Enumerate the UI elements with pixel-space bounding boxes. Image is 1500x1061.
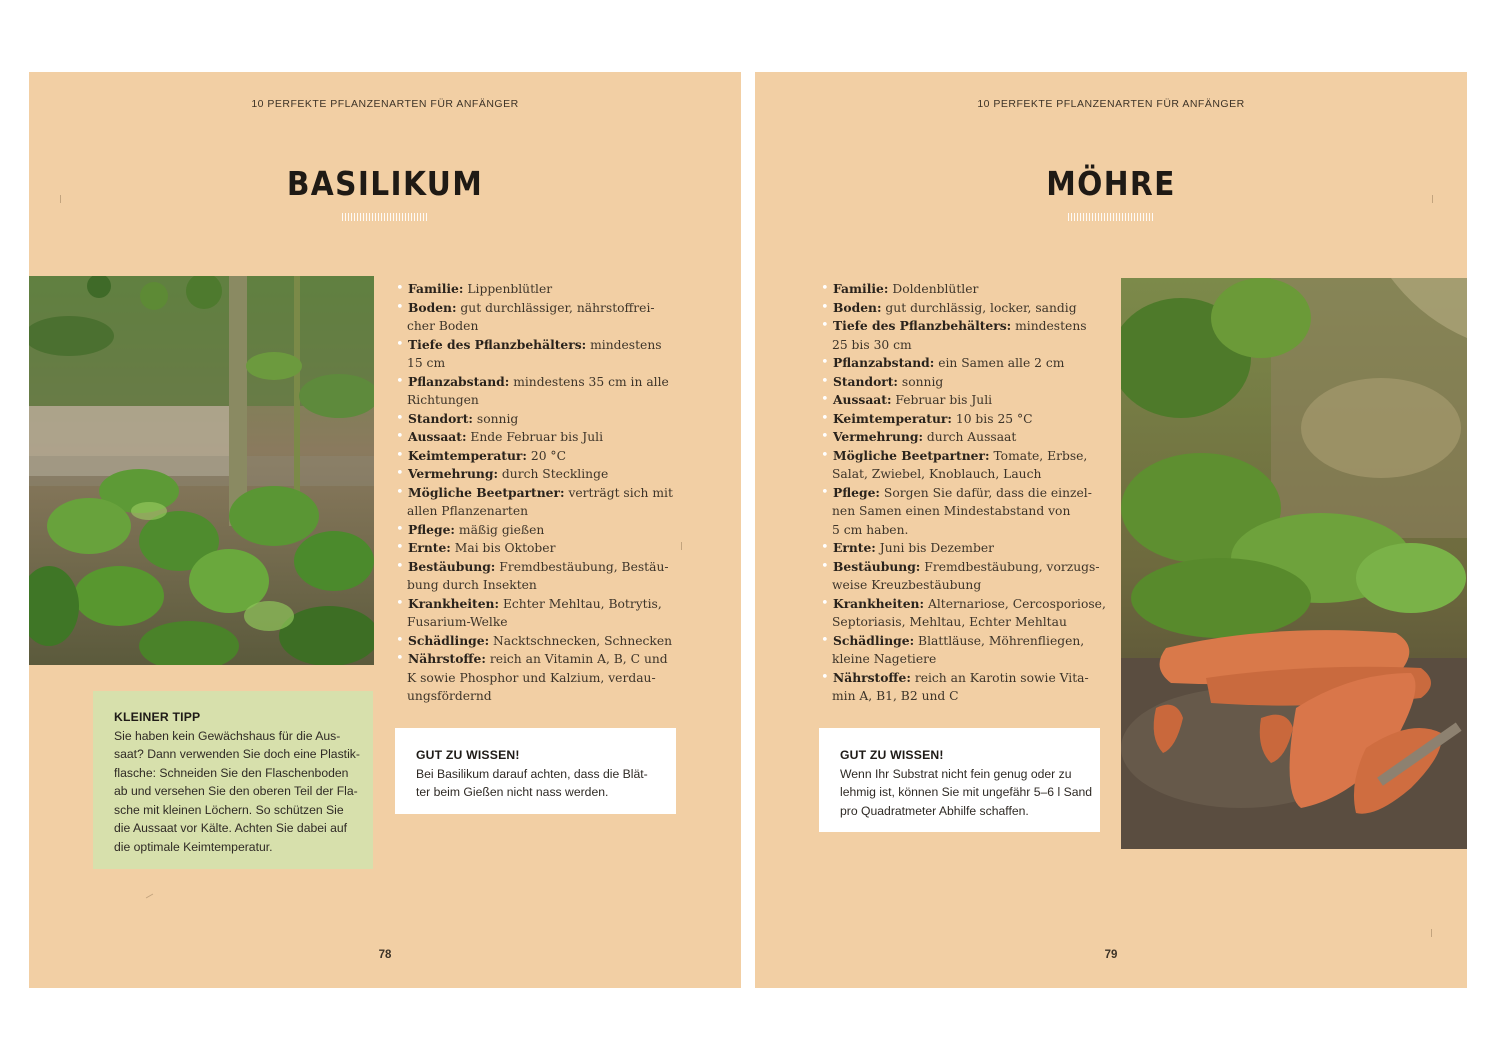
carrot-photo — [1121, 278, 1467, 849]
fact-text: gut durchlässiger, nährstoffrei- — [460, 300, 655, 315]
fact-item — [821, 410, 1106, 429]
fact-text: Doldenblütler — [892, 282, 979, 296]
paper-fiber — [681, 542, 682, 550]
fact-label: Vermehrung: — [408, 466, 498, 481]
info-line: pro Quadratmeter Abhilfe schaffen. — [840, 803, 1029, 818]
fact-item — [396, 539, 673, 558]
fact-item — [821, 428, 1106, 447]
fact-continuation: min A, B1, B2 und C — [832, 689, 959, 703]
fact-item — [821, 354, 1106, 373]
fact-item — [821, 595, 1106, 614]
fact-text: Echter Mehltau, Botrytis, — [502, 596, 662, 611]
fact-text: Mai bis Oktober — [454, 541, 556, 555]
paper-fiber — [1432, 195, 1433, 203]
paper-fiber — [146, 894, 153, 899]
basil-photo-image — [29, 276, 374, 665]
info-box — [395, 728, 676, 814]
page-title: BASILIKUM — [286, 164, 484, 203]
fact-label: Boden: — [408, 299, 457, 315]
fact-item — [396, 447, 673, 466]
fact-label: Aussaat: — [408, 429, 467, 444]
fact-text: mäßig gießen — [458, 522, 545, 537]
fact-text: Nacktschnecken, Schnecken — [493, 633, 673, 648]
fact-text: Ende Februar bis Juli — [470, 430, 604, 444]
right-page — [755, 72, 1467, 988]
plant-facts-list — [821, 280, 1106, 706]
fact-item — [821, 447, 1106, 466]
fact-text: 20 °C — [530, 448, 566, 463]
left-page — [29, 72, 741, 988]
fact-text: mindestens — [1015, 319, 1087, 333]
info-title: GUT ZU WISSEN! — [840, 748, 944, 762]
paper-fiber — [1431, 929, 1432, 937]
tip-line: ab und versehen Sie den oberen Teil der Fla- — [114, 784, 358, 798]
fact-item — [821, 539, 1106, 558]
fact-label: Pflanzabstand: — [833, 355, 935, 370]
title-ornament — [1068, 213, 1154, 221]
running-head: 10 PERFEKTE PFLANZENARTEN FÜR ANFÄNGER — [251, 98, 519, 110]
fact-item — [396, 465, 673, 484]
fact-continuation: ungsfördernd — [407, 689, 492, 703]
fact-label: Krankheiten: — [408, 595, 500, 611]
fact-item — [396, 484, 673, 503]
tip-box — [93, 691, 373, 869]
fact-item — [821, 317, 1106, 336]
fact-item — [396, 336, 673, 355]
info-line: Wenn Ihr Substrat nicht fein genug oder zu — [840, 766, 1072, 781]
fact-text: Tomate, Erbse, — [993, 448, 1088, 463]
fact-continuation: allen Pflanzenarten — [407, 504, 529, 518]
fact-label: Schädlinge: — [408, 632, 490, 648]
fact-item — [396, 595, 673, 614]
fact-text: mindestens — [590, 337, 662, 352]
plant-facts-list — [396, 280, 673, 706]
fact-label: Bestäubung: — [408, 558, 496, 574]
fact-text: durch Aussaat — [926, 430, 1017, 444]
fact-continuation: cher Boden — [407, 319, 479, 333]
fact-text: mindestens 35 cm in alle — [513, 374, 669, 389]
fact-label: Mögliche Beetpartner: — [833, 447, 990, 463]
fact-label: Nährstoffe: — [408, 651, 486, 666]
fact-continuation: kleine Nagetiere — [832, 652, 937, 666]
carrot-photo-image — [1121, 278, 1467, 849]
fact-text: reich an Vitamin A, B, C und — [489, 652, 668, 666]
fact-item — [396, 280, 673, 299]
tip-line: flasche: Schneiden Sie den Flaschenboden — [114, 765, 349, 780]
fact-item — [396, 521, 673, 540]
fact-item — [821, 373, 1106, 392]
info-title: GUT ZU WISSEN! — [416, 748, 520, 762]
fact-label: Krankheiten: — [833, 595, 925, 611]
fact-label: Ernte: — [833, 540, 876, 555]
fact-label: Mögliche Beetpartner: — [408, 484, 565, 500]
fact-label: Nährstoffe: — [833, 669, 911, 685]
fact-label: Pflege: — [408, 521, 455, 537]
fact-label: Ernte: — [408, 540, 451, 555]
fact-item — [821, 299, 1106, 318]
fact-item — [396, 299, 673, 318]
fact-text: Alternariose, Cercosporiose, — [927, 596, 1106, 611]
fact-continuation: bung durch Insekten — [407, 578, 537, 592]
fact-label: Familie: — [833, 281, 889, 296]
fact-label: Familie: — [408, 281, 464, 296]
fact-continuation: weise Kreuzbestäubung — [832, 578, 982, 592]
info-line: ter beim Gießen nicht nass werden. — [416, 785, 609, 799]
fact-label: Schädlinge: — [833, 632, 915, 648]
info-line: lehmig ist, können Sie mit ungefähr 5–6 l Sand — [840, 785, 1093, 799]
fact-text: Fremdbestäubung, vorzugs- — [924, 559, 1100, 574]
fact-text: durch Stecklinge — [501, 467, 609, 481]
fact-item — [821, 558, 1106, 577]
tip-line: saat? Dann verwenden Sie doch eine Plastik- — [114, 747, 360, 761]
fact-text: sonnig — [476, 411, 519, 426]
fact-text: Fremdbestäubung, Bestäu- — [499, 559, 669, 574]
running-head: 10 PERFEKTE PFLANZENARTEN FÜR ANFÄNGER — [977, 98, 1245, 110]
fact-label: Standort: — [833, 373, 898, 389]
fact-label: Keimtemperatur: — [833, 410, 952, 426]
fact-continuation: 15 cm — [407, 356, 446, 370]
title-ornament — [342, 213, 428, 221]
fact-label: Keimtemperatur: — [408, 447, 527, 463]
fact-item — [821, 669, 1106, 688]
fact-continuation: Septoriasis, Mehltau, Echter Mehltau — [832, 615, 1067, 629]
fact-item — [396, 632, 673, 651]
fact-item — [396, 428, 673, 447]
fact-label: Pflanzabstand: — [408, 373, 510, 389]
fact-item — [821, 391, 1106, 410]
fact-text: 10 bis 25 °C — [955, 411, 1033, 426]
fact-item — [821, 280, 1106, 299]
fact-text: Juni bis Dezember — [879, 541, 994, 555]
fact-item — [396, 373, 673, 392]
fact-text: verträgt sich mit — [568, 485, 673, 500]
tip-line: die Aussaat vor Kälte. Achten Sie dabei auf — [114, 821, 348, 835]
basil-photo — [29, 276, 374, 665]
fact-continuation: 25 bis 30 cm — [832, 337, 912, 352]
fact-item — [821, 632, 1106, 651]
tip-line: Sie haben kein Gewächshaus für die Aus- — [114, 728, 341, 743]
fact-continuation: nen Samen einen Mindestabstand von — [832, 504, 1071, 518]
tip-title: KLEINER TIPP — [114, 710, 201, 724]
fact-continuation: Fusarium-Welke — [407, 615, 508, 629]
info-line: Bei Basilikum darauf achten, dass die Blät- — [416, 766, 648, 781]
fact-label: Standort: — [408, 410, 473, 426]
fact-text: Lippenblütler — [467, 282, 553, 296]
info-box — [819, 728, 1100, 832]
fact-label: Bestäubung: — [833, 558, 921, 574]
fact-text: sonnig — [901, 374, 944, 389]
fact-continuation: Richtungen — [407, 393, 479, 407]
fact-label: Tiefe des Pflanzbehälters: — [833, 318, 1012, 333]
page-title: MÖHRE — [1046, 164, 1176, 203]
fact-label: Boden: — [833, 299, 882, 315]
fact-item — [396, 650, 673, 669]
fact-text: Blattläuse, Möhrenfliegen, — [918, 633, 1085, 648]
fact-text: Februar bis Juli — [895, 393, 993, 407]
tip-line: sche mit kleinen Löchern. So schützen Sie — [114, 802, 344, 817]
fact-item — [396, 410, 673, 429]
fact-text: Sorgen Sie dafür, dass die einzel- — [883, 485, 1092, 500]
fact-item — [821, 484, 1106, 503]
fact-item — [396, 558, 673, 577]
fact-label: Aussaat: — [833, 392, 892, 407]
fact-label: Tiefe des Pflanzbehälters: — [408, 336, 587, 352]
page-number: 79 — [1104, 949, 1118, 961]
fact-label: Pflege: — [833, 484, 880, 500]
fact-continuation: Salat, Zwiebel, Knoblauch, Lauch — [832, 467, 1042, 481]
fact-continuation: 5 cm haben. — [832, 522, 909, 537]
fact-label: Vermehrung: — [833, 429, 923, 444]
fact-continuation: K sowie Phosphor und Kalzium, verdau- — [407, 670, 656, 685]
page-number: 78 — [378, 949, 392, 961]
paper-fiber — [60, 195, 61, 203]
fact-text: gut durchlässig, locker, sandig — [885, 300, 1077, 315]
fact-text: ein Samen alle 2 cm — [938, 356, 1065, 370]
fact-text: reich an Karotin sowie Vita- — [914, 670, 1089, 685]
tip-line: die optimale Keimtemperatur. — [114, 839, 273, 854]
